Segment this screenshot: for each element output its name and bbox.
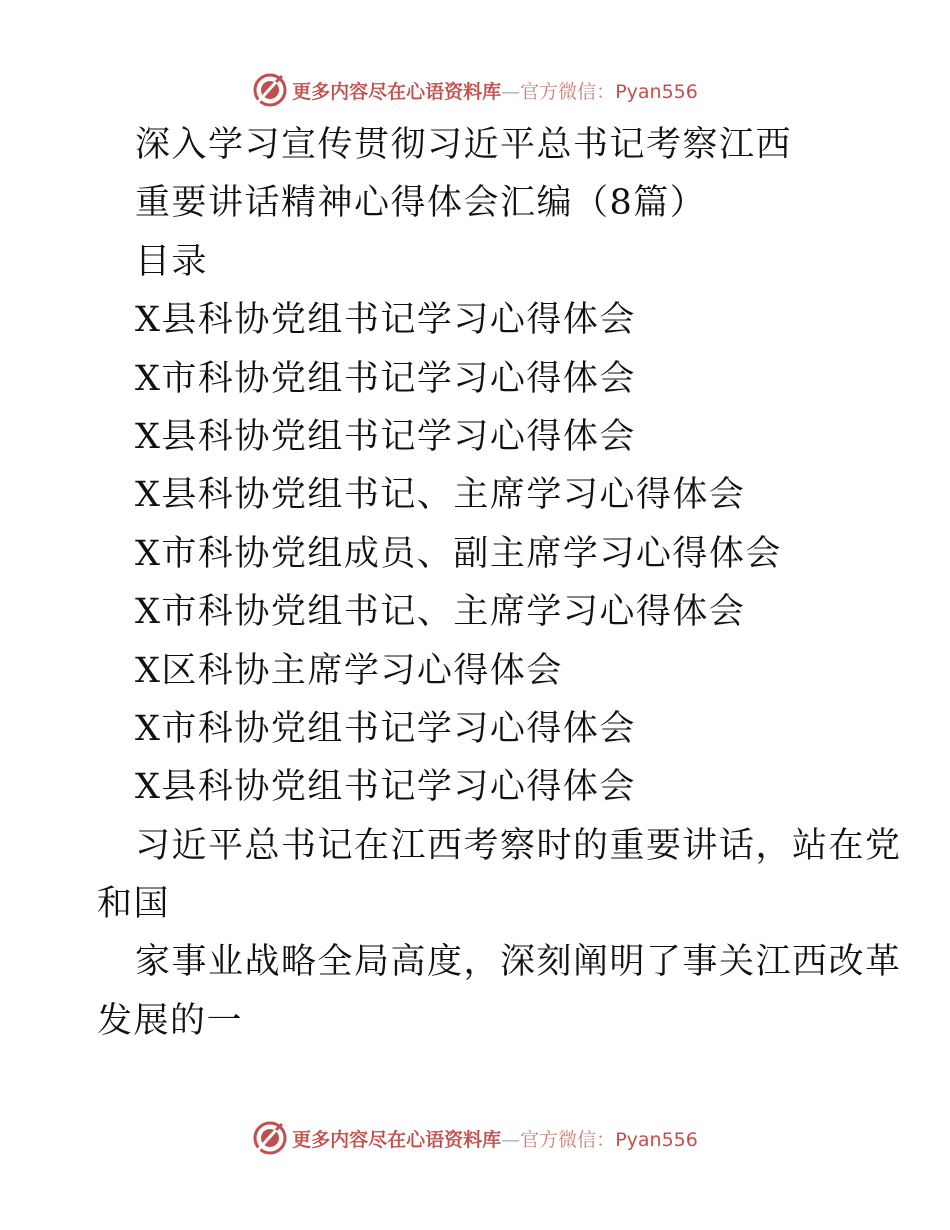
brand-logo-icon [252,1120,288,1156]
document-title-line-2: 重要讲话精神心得体会汇编（8篇） [135,183,707,224]
toc-item: X县科协党组书记、主席学习心得体会 [135,475,746,516]
footer-banner [0,1118,950,1158]
toc-heading: 目录 [135,241,209,282]
banner-text [292,1125,698,1152]
banner-dash: — [501,80,521,103]
toc-item: X市科协党组书记、主席学习心得体会 [135,592,746,633]
toc-item: X县科协党组书记学习心得体会 [135,416,636,457]
banner-dash: — [501,1128,521,1151]
toc-item: X县科协党组书记学习心得体会 [135,767,636,808]
banner-text [292,77,698,104]
toc-item: X市科协党组书记学习心得体会 [135,358,636,399]
brand-logo-icon [252,72,288,108]
banner-wechat-label: 官方微信： [520,1128,616,1151]
document-title-line-1: 深入学习宣传贯彻习近平总书记考察江西 [135,125,793,165]
banner-wechat-label: 官方微信： [520,80,616,103]
body-text-line: 和国 [97,884,171,925]
banner-brand-text: 更多内容尽在心语资料库 [292,80,502,103]
document-body [0,116,950,1050]
toc-item: X市科协党组成员、副主席学习心得体会 [135,533,782,574]
body-text-line: 发展的一 [97,1000,244,1041]
body-text-line: 家事业战略全局高度，深刻阐明了事关江西改革 [135,942,902,983]
toc-item: X区科协主席学习心得体会 [135,650,563,691]
body-text-line: 习近平总书记在江西考察时的重要讲话，站在党 [135,825,902,866]
banner-wechat-id: Pyan556 [615,1128,698,1151]
header-banner [0,70,950,110]
banner-brand-text: 更多内容尽在心语资料库 [292,1128,502,1151]
banner-wechat-id: Pyan556 [615,80,698,103]
toc-item: X市科协党组书记学习心得体会 [135,708,636,749]
toc-item: X县科协党组书记学习心得体会 [135,300,636,341]
